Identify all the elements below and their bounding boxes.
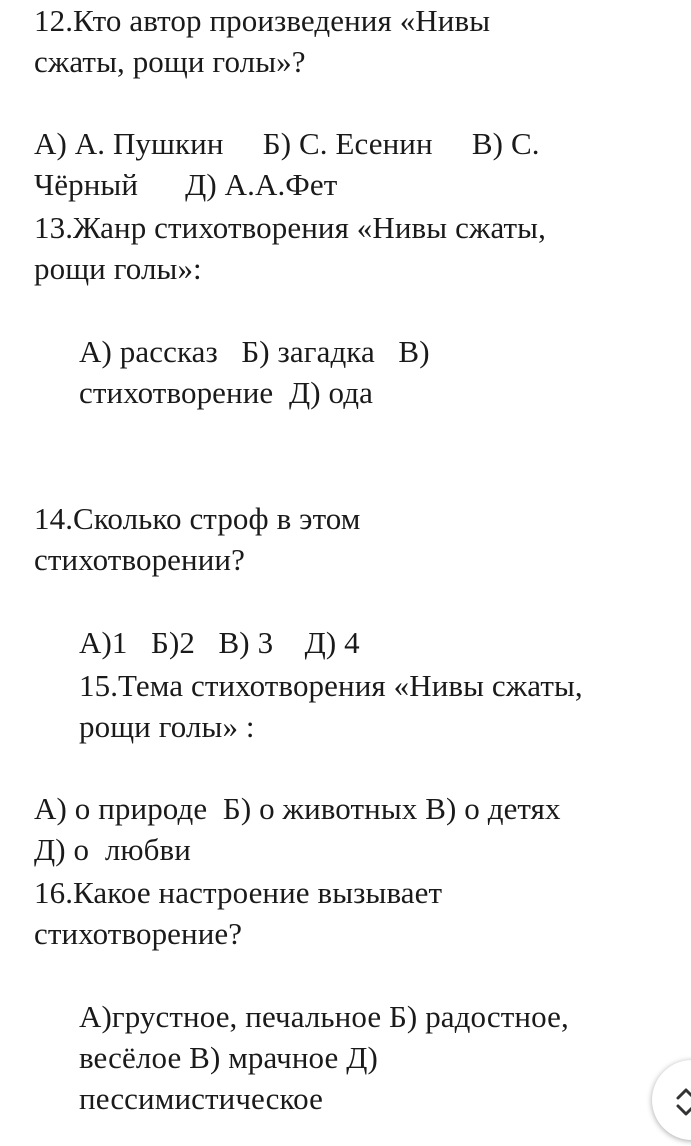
question-16-text-line-2: стихотворение? [34, 916, 243, 951]
question-13-options-line-1: А) рассказ Б) загадка В) [79, 334, 430, 369]
question-14-text-line-2: стихотворении? [34, 542, 245, 577]
question-15-text-line-2: рощи голы» : [79, 709, 255, 744]
question-13-options-line-2: стихотворение Д) ода [79, 375, 373, 410]
question-16-options-line-2: весёлое В) мрачное Д) [79, 1040, 378, 1075]
question-15-options-line-1: А) о природе Б) о животных В) о детях [34, 791, 561, 826]
question-12-options-line-1: А) А. Пушкин Б) С. Есенин В) С. [34, 126, 540, 161]
question-14-text-line-1: 14.Сколько строф в этом [34, 501, 361, 536]
question-13-text-line-2: рощи голы»: [34, 251, 202, 286]
question-13-text-line-1: 13.Жанр стихотворения «Нивы сжаты, [34, 210, 546, 245]
question-12-text-line-2: сжаты, рощи голы»? [34, 44, 306, 79]
question-14-options-line-1: А)1 Б)2 В) 3 Д) 4 [79, 625, 360, 660]
question-16-options-line-1: А)грустное, печальное Б) радостное, [79, 999, 569, 1034]
question-15-options-line-2: Д) о любви [34, 832, 191, 867]
question-15-text-line-1: 15.Тема стихотворения «Нивы сжаты, [79, 668, 583, 703]
question-12-text-line-1: 12.Кто автор произведения «Нивы [34, 3, 491, 38]
question-16-options-line-3: пессимистическое [79, 1081, 323, 1116]
scroll-arrows-icon [674, 1086, 691, 1118]
question-16-text-line-1: 16.Какое настроение вызывает [34, 875, 443, 910]
question-12-options-line-2: Чёрный Д) А.А.Фет [34, 167, 338, 202]
